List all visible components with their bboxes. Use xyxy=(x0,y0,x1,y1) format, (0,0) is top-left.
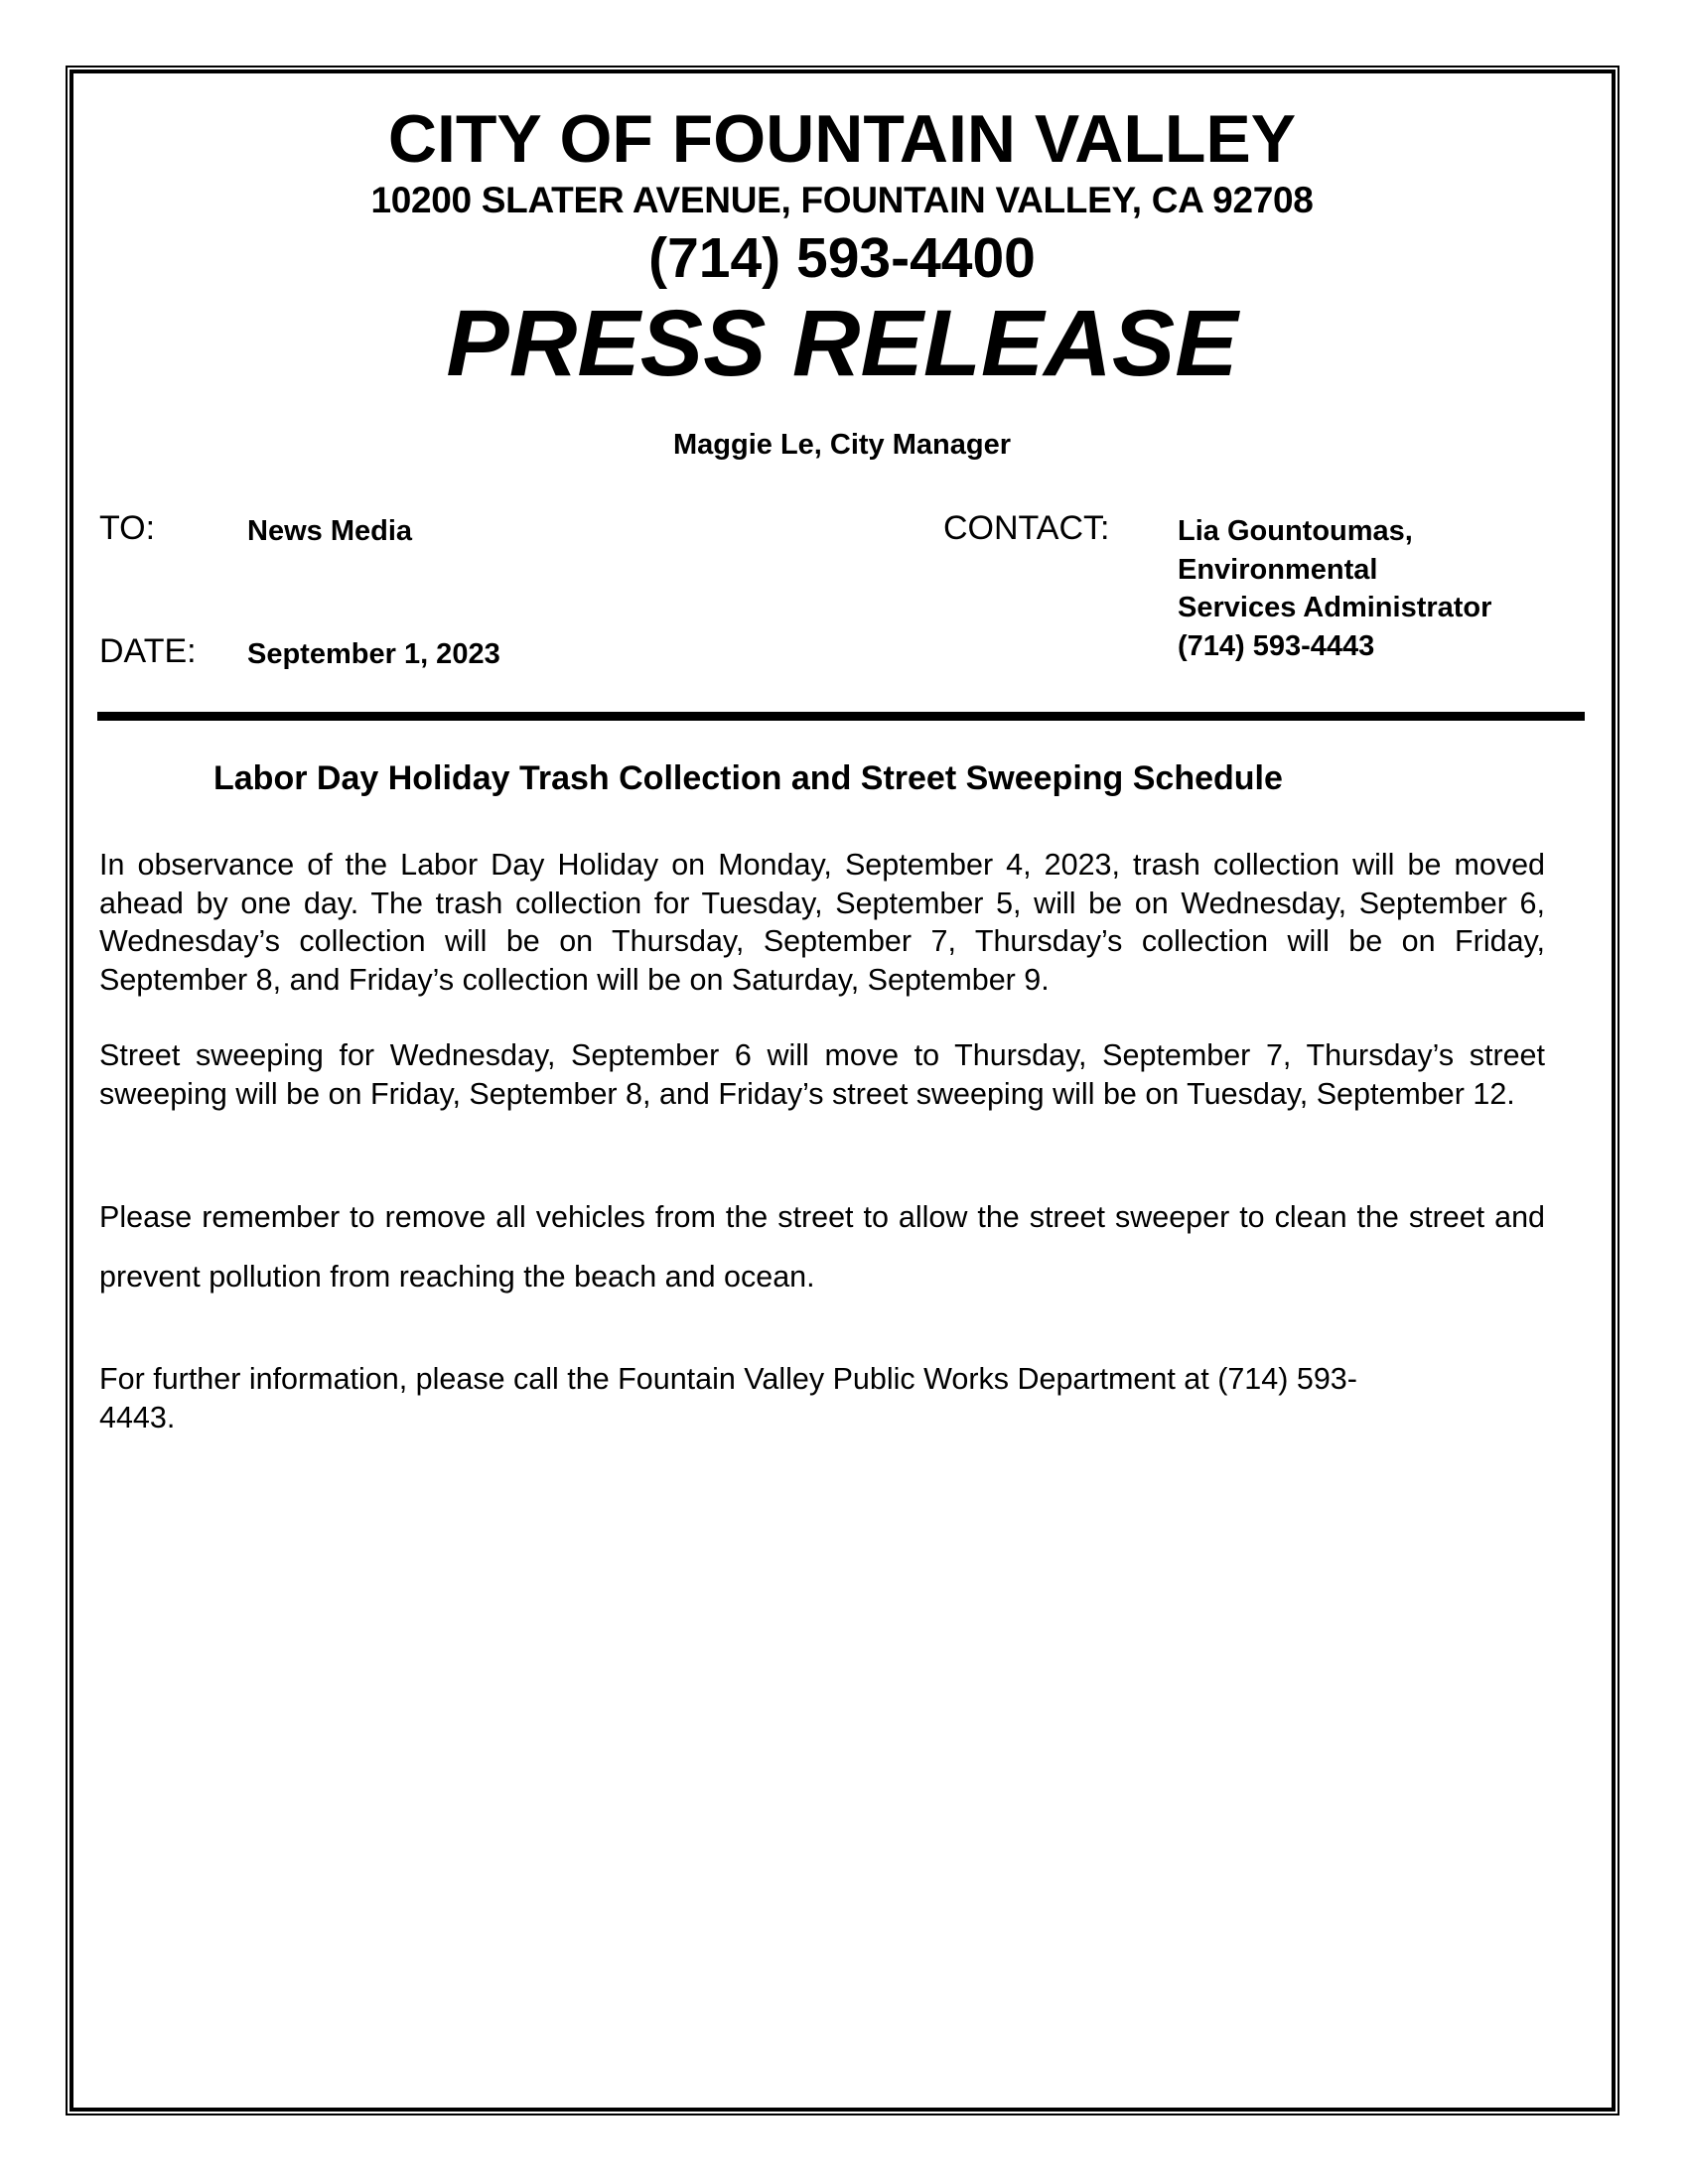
contact-title-line-2: Services Administrator xyxy=(1178,592,1492,623)
to-value: News Media xyxy=(247,515,412,547)
press-release-heading: PRESS RELEASE xyxy=(446,291,1238,396)
header-divider xyxy=(97,712,1585,721)
contact-label: CONTACT: xyxy=(943,509,1110,547)
city-address: 10200 SLATER AVENUE, FOUNTAIN VALLEY, CA 92708 xyxy=(370,180,1314,220)
to-label: TO: xyxy=(99,509,156,547)
contact-title-line-1: Environmental xyxy=(1178,553,1378,586)
city-title: CITY OF FOUNTAIN VALLEY xyxy=(387,101,1297,177)
city-manager: Maggie Le, City Manager xyxy=(672,429,1011,461)
paragraph-street-sweeping: Street sweeping for Wednesday, September 6 will move to Thursday, September 7, Thursday’s street sweeping will be on Friday, September 8, and Friday’s street sweeping will be on Tuesday, September 12. xyxy=(99,1038,1545,1111)
paragraph-trash-schedule: In observance of the Labor Day Holiday on Monday, September 4, 2023, trash collection will be moved ahead by one day. The trash collection for Tuesday, September 5, will be on Wednesday, September 6, Wednesday’s collection will be on Thursday, September 7, Thursday’s collection will be on Friday, September 8, and Friday’s collection will be on Saturday, September 9. xyxy=(99,848,1545,997)
contact-block xyxy=(1178,512,1491,665)
date-label: DATE: xyxy=(99,632,197,670)
contact-name: Lia Gountoumas, xyxy=(1178,515,1413,547)
release-title: Labor Day Holiday Trash Collection and Street Sweeping Schedule xyxy=(213,759,1283,797)
paragraph-vehicle-reminder: Please remember to remove all vehicles from the street to allow the street sweeper to clean the street and prevent pollution from reaching the beach and ocean. xyxy=(99,1200,1545,1294)
paragraph-further-info: For further information, please call the Fountain Valley Public Works Department at (714) 593-4443. xyxy=(99,1362,1357,1434)
contact-phone: (714) 593-4443 xyxy=(1178,629,1375,662)
city-phone: (714) 593-4400 xyxy=(648,226,1036,290)
date-value: September 1, 2023 xyxy=(247,638,500,670)
